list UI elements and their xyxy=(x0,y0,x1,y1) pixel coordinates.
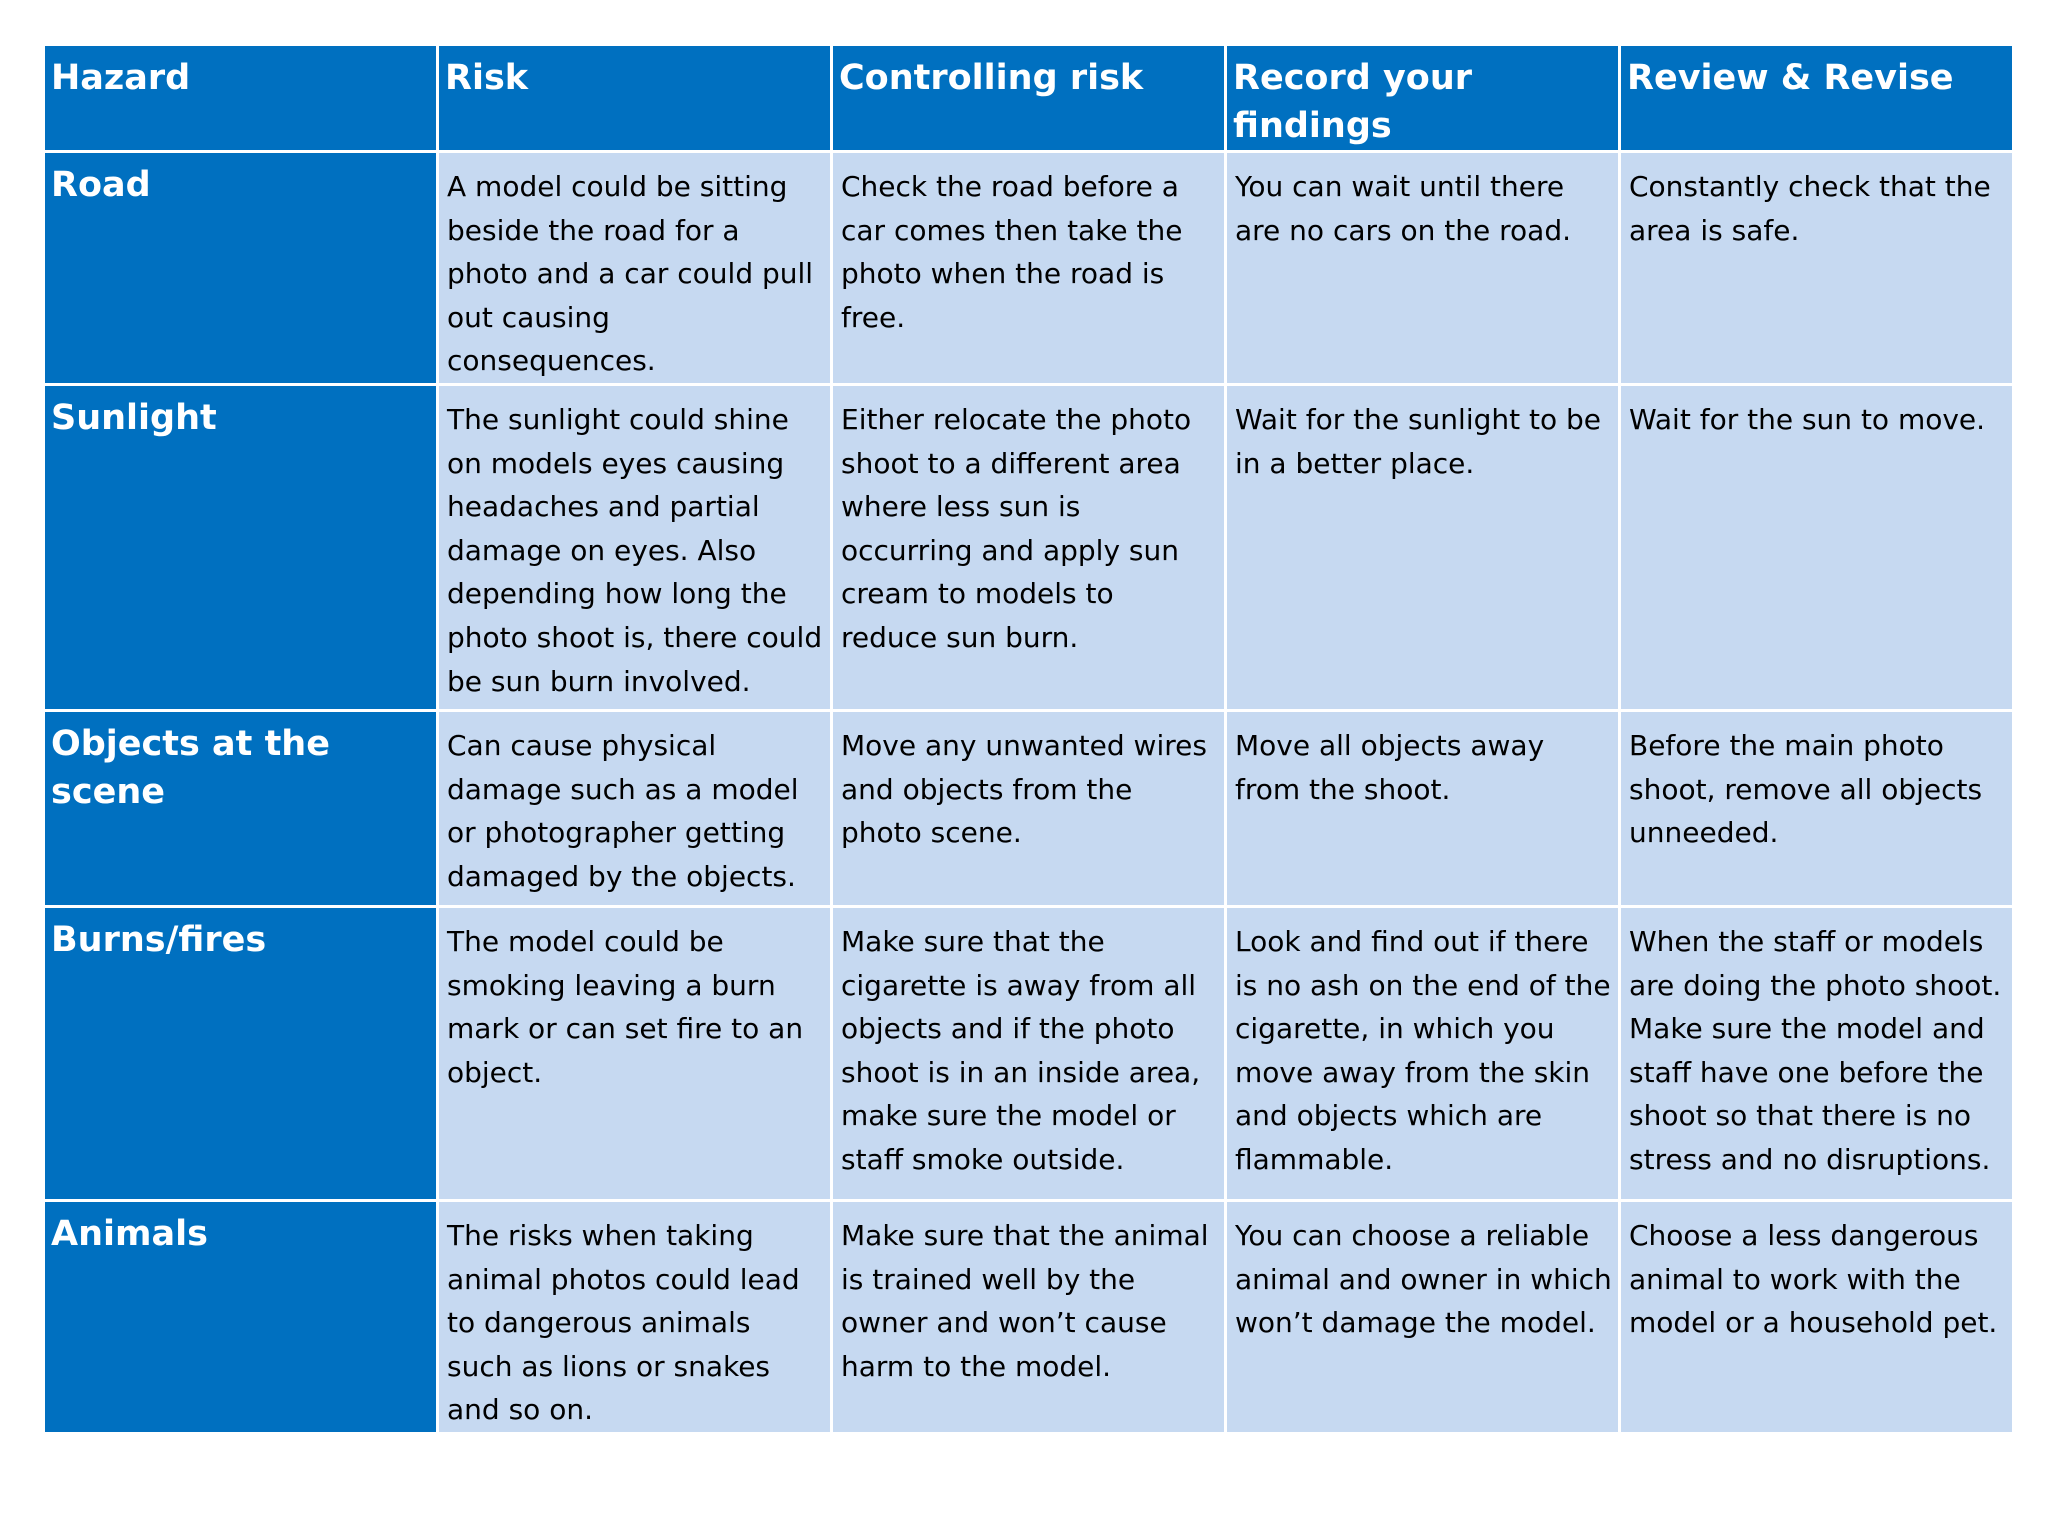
review-cell: Wait for the sun to move. xyxy=(1620,384,2014,710)
risk-cell: The risks when taking animal photos could lead to dangerous animals such as lions or snakes and so on. xyxy=(438,1200,832,1433)
table-body xyxy=(44,152,2014,1434)
record-cell: Move all objects away from the shoot. xyxy=(1226,710,1620,906)
table-row xyxy=(44,152,2014,385)
hazard-cell: Burns/fires xyxy=(44,906,438,1200)
header-review-revise: Review & Revise xyxy=(1620,45,2014,152)
control-cell: Make sure that the animal is trained well by the owner and won’t cause harm to the model. xyxy=(832,1200,1226,1433)
table-row xyxy=(44,710,2014,906)
review-cell: When the staff or models are doing the photo shoot. Make sure the model and staff have one before the shoot so that there is no stress and no disruptions. xyxy=(1620,906,2014,1200)
record-cell: Wait for the sunlight to be in a better place. xyxy=(1226,384,1620,710)
risk-cell: Can cause physical damage such as a model or photographer getting damaged by the objects. xyxy=(438,710,832,906)
hazard-cell: Sunlight xyxy=(44,384,438,710)
record-cell: You can wait until there are no cars on the road. xyxy=(1226,152,1620,385)
review-cell: Choose a less dangerous animal to work with the model or a household pet. xyxy=(1620,1200,2014,1433)
control-cell: Make sure that the cigarette is away from all objects and if the photo shoot is in an inside area, make sure the model or staff smoke outside. xyxy=(832,906,1226,1200)
hazard-cell: Objects at the scene xyxy=(44,710,438,906)
header-risk: Risk xyxy=(438,45,832,152)
table-row xyxy=(44,384,2014,710)
risk-assessment-table xyxy=(42,43,2015,1435)
hazard-cell: Road xyxy=(44,152,438,385)
table-row xyxy=(44,906,2014,1200)
risk-cell: The model could be smoking leaving a burn mark or can set fire to an object. xyxy=(438,906,832,1200)
risk-cell: The sunlight could shine on models eyes causing headaches and partial damage on eyes. Also depending how long the photo shoot is, there could be sun burn involved. xyxy=(438,384,832,710)
risk-cell: A model could be sitting beside the road for a photo and a car could pull out causing consequences. xyxy=(438,152,832,385)
record-cell: You can choose a reliable animal and owner in which won’t damage the model. xyxy=(1226,1200,1620,1433)
header-hazard: Hazard xyxy=(44,45,438,152)
review-cell: Constantly check that the area is safe. xyxy=(1620,152,2014,385)
record-cell: Look and find out if there is no ash on the end of the cigarette, in which you move away from the skin and objects which are flammable. xyxy=(1226,906,1620,1200)
control-cell: Check the road before a car comes then take the photo when the road is free. xyxy=(832,152,1226,385)
header-record-findings: Record your findings xyxy=(1226,45,1620,152)
table-row xyxy=(44,1200,2014,1433)
header-row xyxy=(44,45,2014,152)
header-controlling-risk: Controlling risk xyxy=(832,45,1226,152)
hazard-cell: Animals xyxy=(44,1200,438,1433)
control-cell: Move any unwanted wires and objects from the photo scene. xyxy=(832,710,1226,906)
table-header xyxy=(44,45,2014,152)
control-cell: Either relocate the photo shoot to a different area where less sun is occurring and apply sun cream to models to reduce sun burn. xyxy=(832,384,1226,710)
review-cell: Before the main photo shoot, remove all objects unneeded. xyxy=(1620,710,2014,906)
